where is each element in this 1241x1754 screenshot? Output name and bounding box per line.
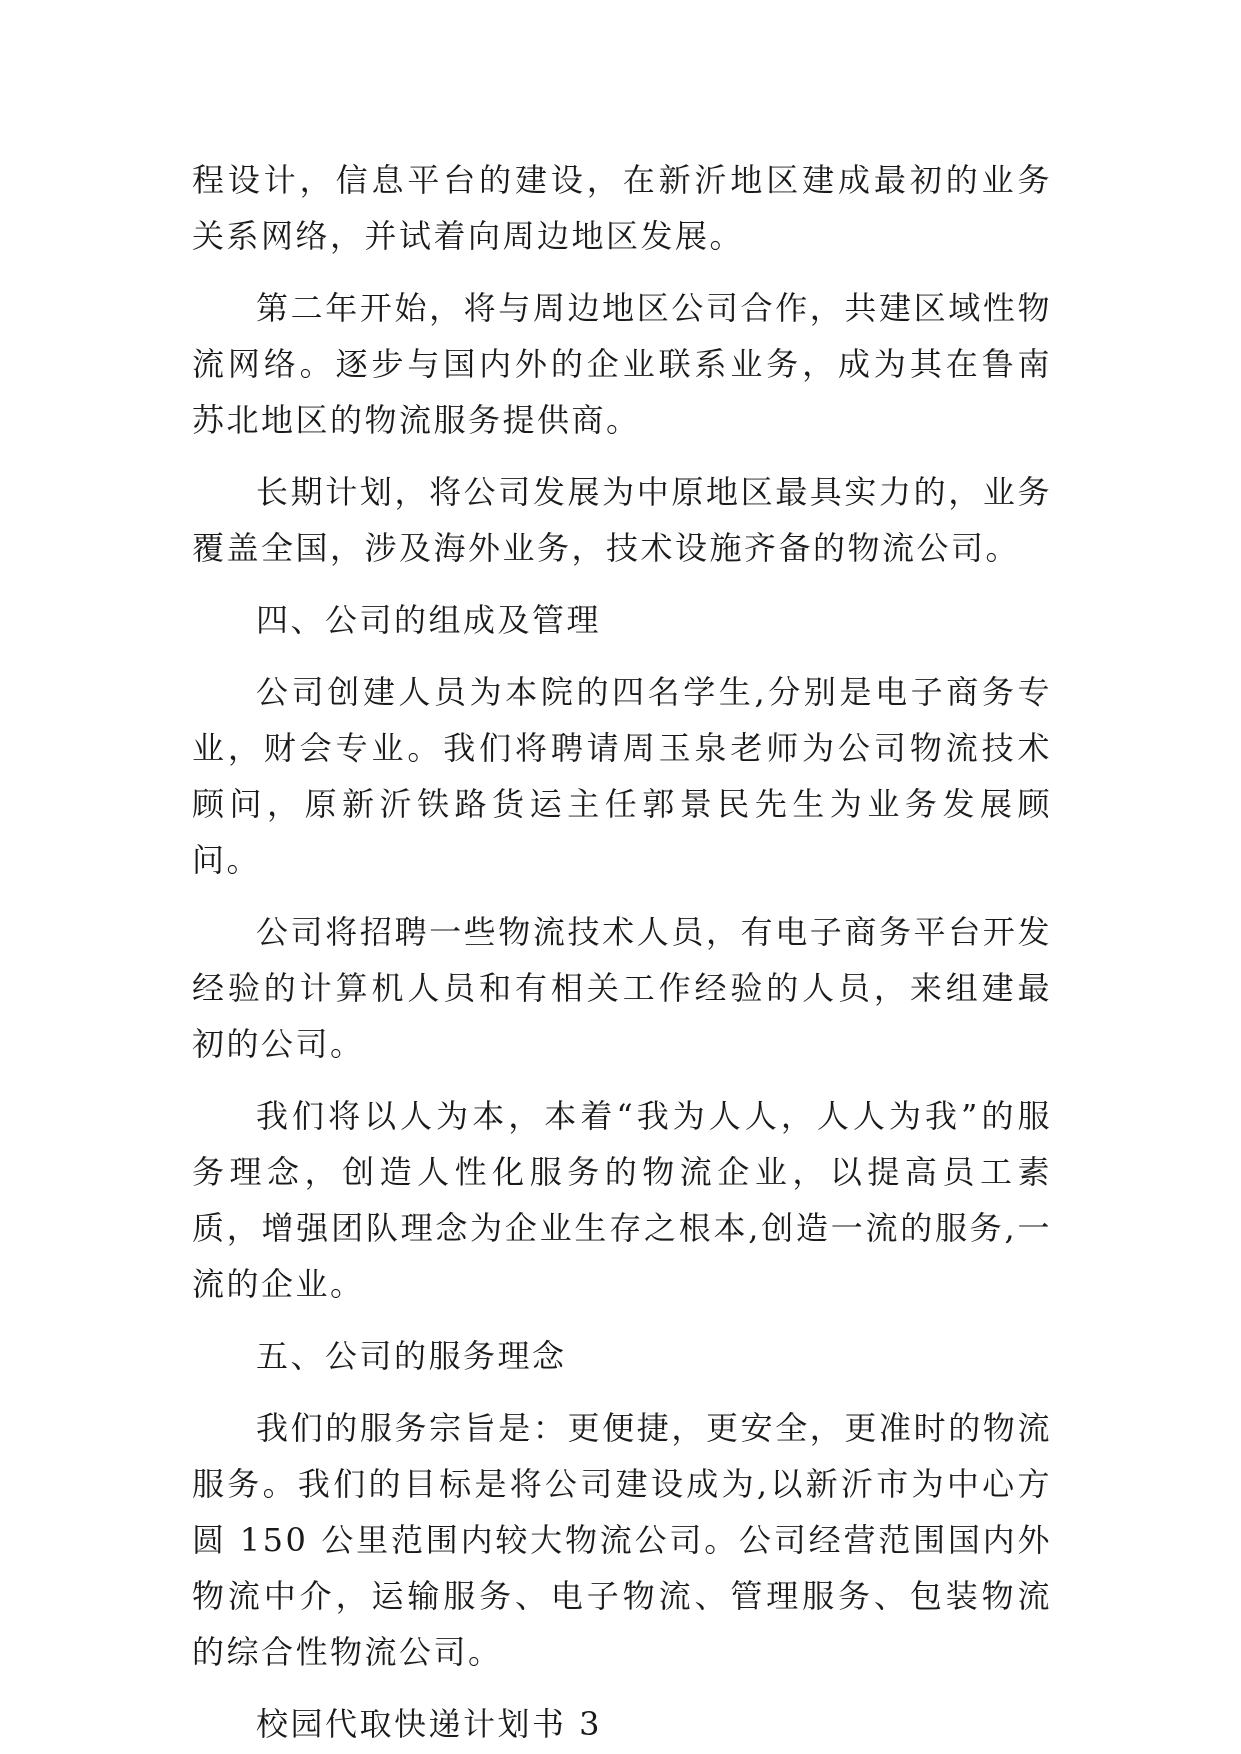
section-heading-organization: 四、公司的组成及管理 (256, 601, 602, 639)
paragraph-founders: 公司创建人员为本院的四名学生,分别是电子商务专业，财会专业。我们将聘请周玉泉老师为公司物流技术顾问，原新沂铁路货运主任郭景民先生为业务发展顾问。 (192, 673, 1052, 879)
paragraph-second-year: 第二年开始，将与周边地区公司合作，共建区域性物流网络。逐步与国内外的企业联系业务，成为其在鲁南苏北地区的物流服务提供商。 (192, 289, 1052, 439)
paragraph-gap (192, 648, 1052, 664)
paragraph-recruitment: 公司将招聘一些物流技术人员，有电子商务平台开发经验的计算机人员和有相关工作经验的人员，来组建最初的公司。 (192, 913, 1052, 1063)
paragraph-gap (192, 1384, 1052, 1400)
paragraph-gap (192, 1072, 1052, 1088)
paragraph-long-term: 长期计划，将公司发展为中原地区最具实力的，业务覆盖全国，涉及海外业务，技术设施齐备的物流公司。 (192, 473, 1052, 567)
paragraph-gap (192, 888, 1052, 904)
paragraph-service-goal: 我们的服务宗旨是：更便捷，更安全，更准时的物流服务。我们的目标是将公司建设成为,以新沂市为中心方圆 150 公里范围内较大物流公司。公司经营范围国内外物流中介，运输服务、电子物流、管理服务、包装物流的综合性物流公司。 (192, 1409, 1052, 1671)
paragraph-philosophy: 我们将以人为本，本着“我为人人，人人为我”的服务理念，创造人性化服务的物流企业，以提高员工素质，增强团队理念为企业生存之根本,创造一流的服务,一流的企业。 (192, 1097, 1052, 1303)
paragraph-continuation: 程设计，信息平台的建设，在新沂地区建成最初的业务关系网络，并试着向周边地区发展。 (192, 161, 1052, 255)
document-body (192, 152, 1052, 1752)
document-title-next: 校园代取快递计划书 3 (256, 1705, 603, 1743)
paragraph-gap (192, 1312, 1052, 1328)
paragraph-gap (192, 264, 1052, 280)
section-heading-service: 五、公司的服务理念 (256, 1337, 567, 1375)
paragraph-gap (192, 448, 1052, 464)
paragraph-gap (192, 1680, 1052, 1696)
paragraph-gap (192, 576, 1052, 592)
